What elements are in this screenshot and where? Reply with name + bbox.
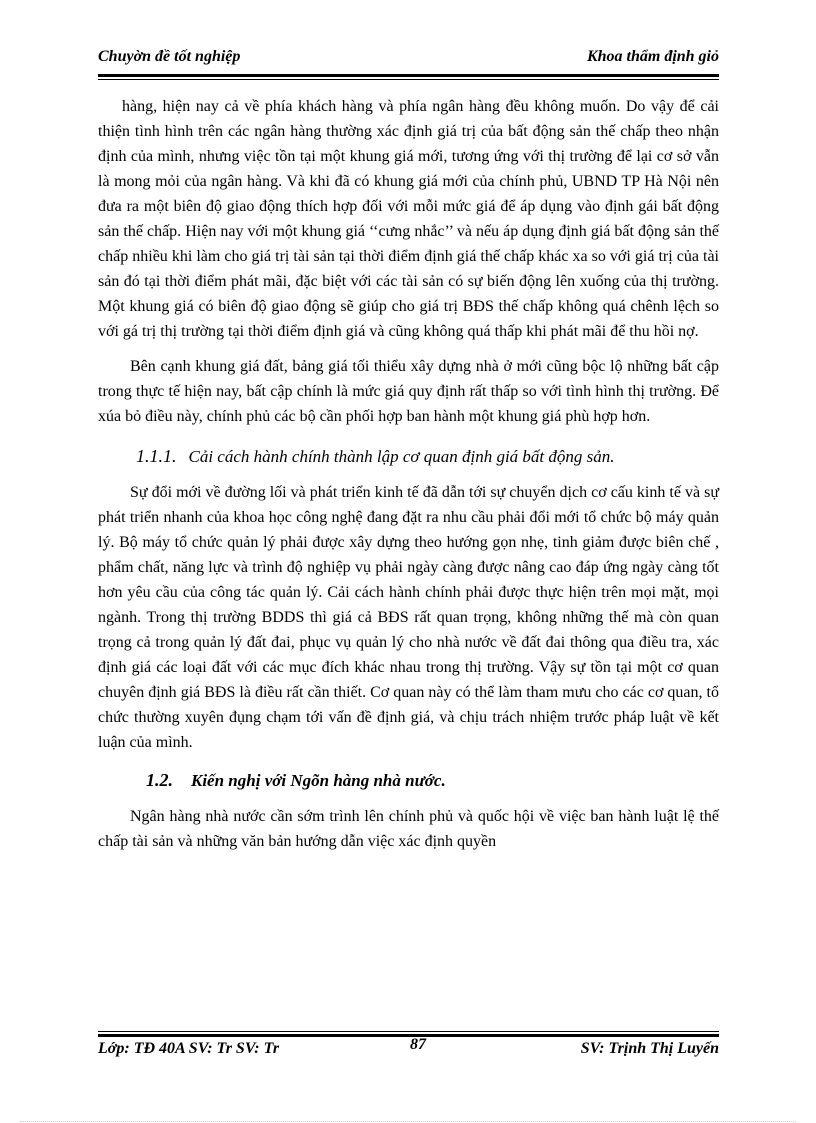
page-body [98, 94, 719, 854]
footer-rule-thick [98, 1034, 719, 1037]
section-title: Cải cách hành chính thành lập cơ quan định giá bất động sản. [188, 447, 615, 466]
header-thesis-title: Chuyờn đề tốt nghiệp [98, 48, 241, 65]
section-title: Kiến nghị với Ngõn hàng nhà nước. [191, 771, 446, 790]
paragraph-2: Bên cạnh khung giá đất, bảng giá tối thiểu xây dựng nhà ở mới cũng bộc lộ những bất cập trong thực tế hiện nay, bất cập chính là mức giá quy định rất thấp so với tình hình thị trường. Để xúa bỏ điều này, chính phủ các bộ cần phối hợp ban hành một khung giá phù hợp hơn. [98, 358, 719, 425]
footer-author: SV: Trịnh Thị Luyến [580, 1040, 719, 1057]
section-heading-1-1-1 [98, 443, 719, 470]
header-rule-thick [98, 74, 719, 77]
paragraph-3: Sự đổi mới về đường lối và phát triển kinh tế đã dẫn tới sự chuyển dịch cơ cấu kinh tế và sự phát triển nhanh của khoa học công nghệ đang đặt ra nhu cầu phải đổi mới tổ chức bộ máy quản lý. Bộ máy tổ chức quản lý phải được xây dựng theo hướng gọn nhẹ, tinh giảm được biên chế , phẩm chất, năng lực và trình độ nghiệp vụ phải ngày càng được nâng cao đáp ứng ngày càng tốt hơn yêu cầu của công tác quản lý. Cải cách hành chính phải được thực hiện trên mọi mặt, mọi ngành. Trong thị trường BDDS thì giá cả BĐS rất quan trọng, không những thế mà còn quan trọng cả trong quản lý đất đai, phục vụ quản lý cho nhà nước về đất đai thông qua điều tra, xác định giá các loại đất với các mục đích khác nhau trong thị trường. Vậy sự tồn tại một cơ quan chuyên định giá BĐS là điều rất cần thiết. Cơ quan này có thể làm tham mưu cho các cơ quan, tổ chức thường xuyên đụng chạm tới vấn đề định giá, và chịu trách nhiệm trước pháp luật về kết luận của mình. [98, 484, 719, 751]
section-heading-1-2 [98, 767, 719, 794]
page-edge-dotted-line [20, 1121, 796, 1122]
footer-class-info: Lớp: TĐ 40A SV: Tr SV: Tr [98, 1040, 280, 1057]
section-number: 1.1.1. [136, 446, 177, 466]
paragraph-4: Ngân hàng nhà nước cần sớm trình lên chính phủ và quốc hội về việc ban hành luật lệ thế chấp tài sản và những văn bản hướng dẫn việc xác định quyền [98, 808, 719, 850]
page-footer [98, 1036, 719, 1064]
header-faculty: Khoa thẩm định giỏ [586, 48, 719, 65]
footer-rule-thin [98, 1031, 719, 1032]
section-number: 1.2. [146, 770, 173, 790]
paragraph-1: hàng, hiện nay cả về phía khách hàng và phía ngân hàng đều không muốn. Do vậy để cải thiện tình hình trên các ngân hàng thường xác định giá trị của bất động sản thế chấp theo nhận định của mình, nhưng việc tồn tại một khung giá mới, tương ứng với thị trường để lại cơ sở vẫn là mong mỏi của ngân hàng. Và khi đã có khung giá mới của chính phủ, UBND TP Hà Nội nên đưa ra một biên độ giao động thích hợp đối với mỗi mức giá để áp dụng vào định gái bất động sản thế chấp. Hiện nay với một khung giá ‘‘cưng nhắc’’ và nếu áp dụng định giá bất động sản thế chấp nhiều khi làm cho giá trị tài sản tại thời điểm định giá thế chấp khác xa so với giá trị của tài sản đó tại thời điểm phát mãi, đặc biệt với các tài sản có sự biến động lên xuống của thị trường. Một khung giá có biên độ giao động sẽ giúp cho giá trị BĐS thế chấp không quá chênh lệch so với gá trị thị trường tại thời điểm định giá và cũng không quá thấp khi phát mãi để thu hồi nợ. [98, 98, 719, 340]
page-number: 87 [410, 1036, 426, 1053]
page-header [98, 48, 719, 72]
header-rule-thin [98, 79, 719, 80]
